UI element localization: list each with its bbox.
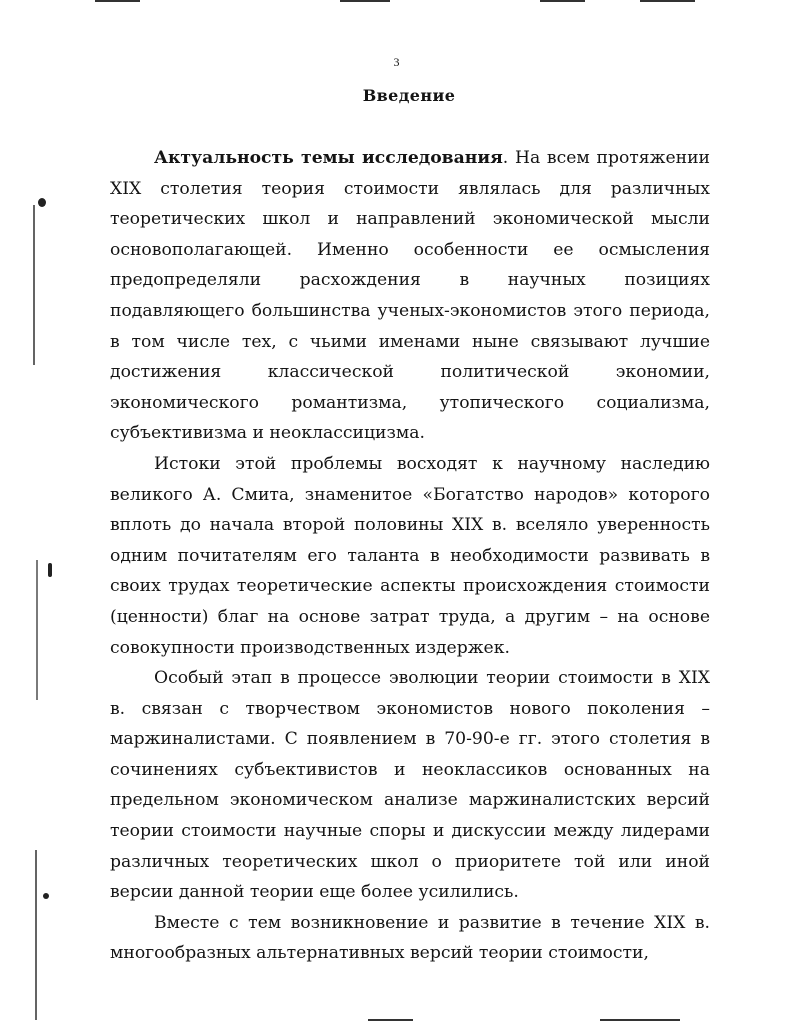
scan-edge-dot: [48, 563, 52, 577]
scan-edge-dot: [38, 198, 46, 207]
scan-mark-bottom-2: [600, 1019, 680, 1021]
scan-edge-line: [36, 560, 38, 700]
paragraph-lead: Актуальность темы исследования: [154, 148, 503, 168]
paragraph-text: Истоки этой проблемы восходят к научному наследию великого А. Смита, знаменитое «Богатство народов» которого вплоть до начала второй половины XIX в. вселяло уверенность одним почитателям его таланта в необходимости развивать в своих трудах теоретические аспекты происхождения стоимости (ценности) благ на основе затрат труда, а другим – на основе совокупности производственных издержек.: [110, 453, 710, 658]
paragraph-text: Вместе с тем возникновение и развитие в течение XIX в. многообразных альтернативных версий теории стоимости,: [110, 912, 710, 964]
paragraph: [110, 449, 710, 663]
scan-mark-top-3: [540, 0, 585, 2]
scan-edge-line: [33, 205, 35, 365]
paragraph: [110, 663, 710, 908]
paragraph: [110, 143, 710, 449]
section-heading: Введение: [362, 86, 456, 105]
body-text: [110, 143, 710, 969]
paragraph-text: . На всем протяжении XIX столетия теория стоимости являлась для различных теоретических школ и направлений экономической мысли основополагающей. Именно особенности ее осмысления предопределяли расхождения в научных позициях подавляющего большинства ученых-экономистов этого периода, в том числе тех, с чьими именами ныне связывают лучшие достижения классической политической экономии, экономического романтизма, утопического социализма, субъективизма и неоклассицизма.: [110, 148, 710, 444]
scan-edge-dot: [43, 893, 49, 899]
paragraph: [110, 908, 710, 969]
scan-mark-top-1: [95, 0, 140, 2]
paragraph-text: Особый этап в процессе эволюции теории стоимости в XIX в. связан с творчеством экономистов нового поколения – маржиналистами. С появлением в 70-90-е гг. этого столетия в сочинениях субъективистов и неоклассиков основанных на предельном экономическом анализе маржиналистских версий теории стоимости научные споры и дискуссии между лидерами различных теоретических школ о приоритете той или иной версии данной теории еще более усилились.: [110, 668, 710, 903]
scan-mark-bottom-1: [368, 1019, 413, 1021]
scan-edge-line: [35, 850, 37, 1020]
scan-mark-top-4: [640, 0, 695, 2]
scan-mark-top-2: [340, 0, 390, 2]
page-number: 3: [393, 55, 400, 69]
